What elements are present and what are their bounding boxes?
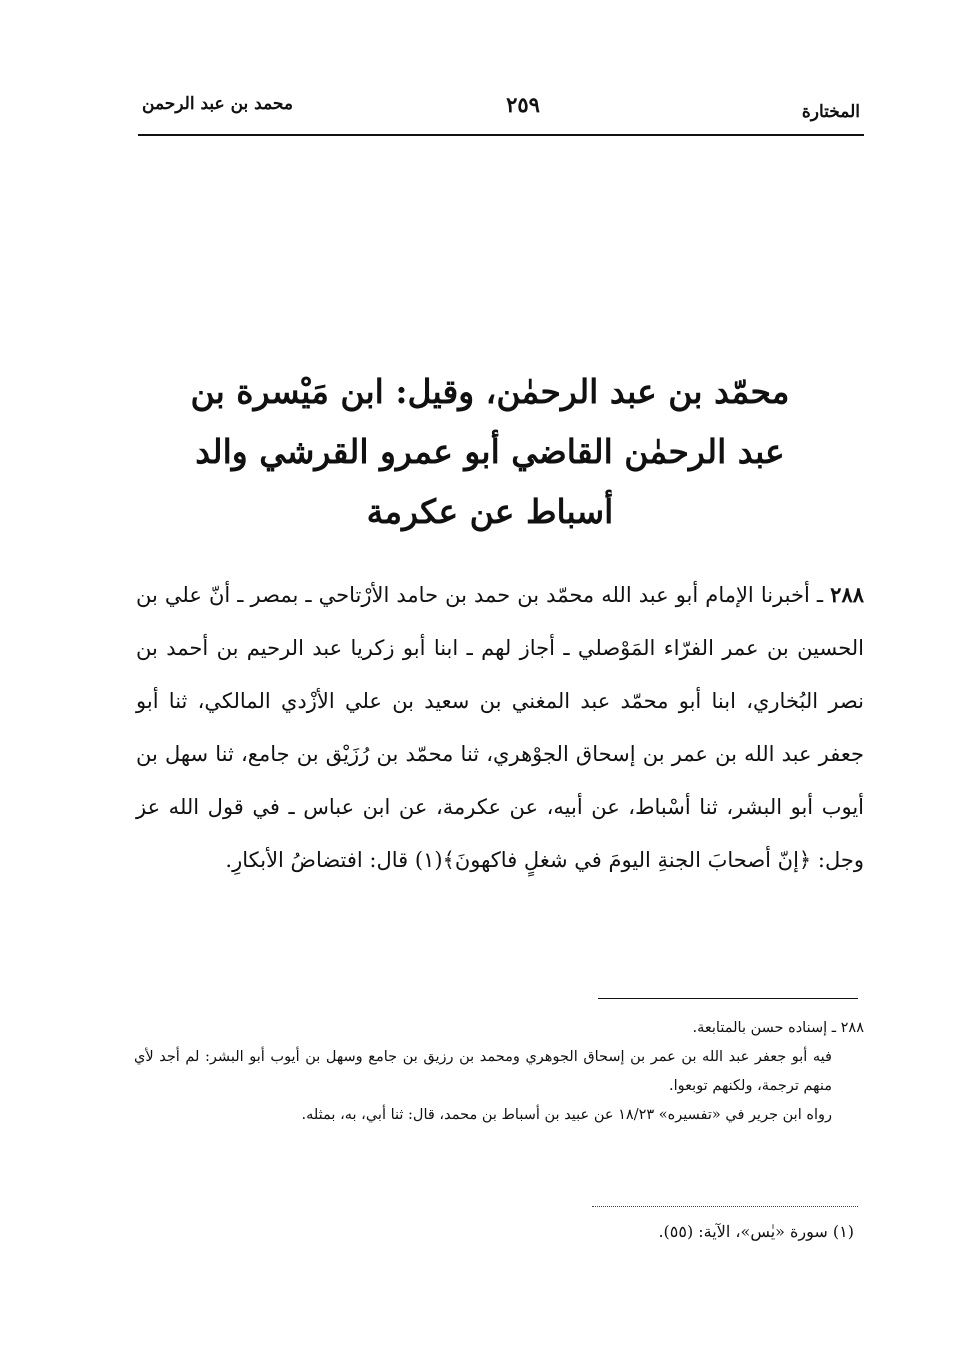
title-line-2: عبد الرحمٰن القاضي أبو عمرو القرشي والد xyxy=(195,432,785,471)
page-number: ٢٥٩ xyxy=(506,92,540,117)
title-line-3: أسباط عن عكرمة xyxy=(366,492,614,531)
note-line-1: ٢٨٨ ـ إسناده حسن بالمتابعة. xyxy=(692,1020,864,1036)
hadith-number: ٢٨٨ xyxy=(830,582,865,607)
page-header xyxy=(138,88,864,136)
header-rule xyxy=(138,134,864,136)
notes-divider xyxy=(598,998,858,999)
chapter-name: محمد بن عبد الرحمن xyxy=(142,94,294,114)
entry-title xyxy=(160,362,820,542)
book-title: المختارة xyxy=(801,102,860,122)
note-line-2: فيه أبو جعفر عبد الله بن عمر بن إسحاق الجوهري ومحمد بن رزيق بن جامع وسهل بن أيوب أبو البشر: لم أجد لأي منهم ترجمة، ولكنهم توبعوا. xyxy=(134,1049,832,1094)
hadith-body: ـ أخبرنا الإمام أبو عبد الله محمّد بن حمد بن حامد الأرْتاحي ـ بمصر ـ أنّ علي بن الحسين بن عمر الفرّاء المَوْصلي ـ أجاز لهم ـ ابنا أبو زكريا عبد الرحيم بن أحمد بن نصر البُخاري، ابنا أبو محمّد عبد المغني بن سعيد بن علي الأزْدي المالكي، ثنا أبو جعفر عبد الله بن عمر بن إسحاق الجوْهري، ثنا محمّد بن رُزَيْق بن جامع، ثنا سهل بن أيوب أبو البشر، ثنا أسْباط، عن أبيه، عن عكرمة، عن ابن عباس ـ في قول الله عز وجل: ﴿إنّ أصحابَ الجنةِ اليومَ في شغلٍ فاكهونَ﴾(١) قال: افتضاضُ الأبكارِ. xyxy=(136,583,864,872)
title-line-1: محمّد بن عبد الرحمٰن، وقيل: ابن مَيْسرة بن xyxy=(190,372,790,411)
hadith-text xyxy=(136,568,864,887)
footnote: (١) سورة «يٰس»، الآية: (٥٥). xyxy=(658,1222,854,1241)
footnote-divider xyxy=(592,1206,858,1207)
commentary-notes xyxy=(134,1014,864,1130)
note-line-3: رواه ابن جرير في «تفسيره» ١٨/٢٣ عن عبيد بن أسباط بن محمد، قال: ثنا أبي، به، بمثله. xyxy=(301,1107,832,1123)
